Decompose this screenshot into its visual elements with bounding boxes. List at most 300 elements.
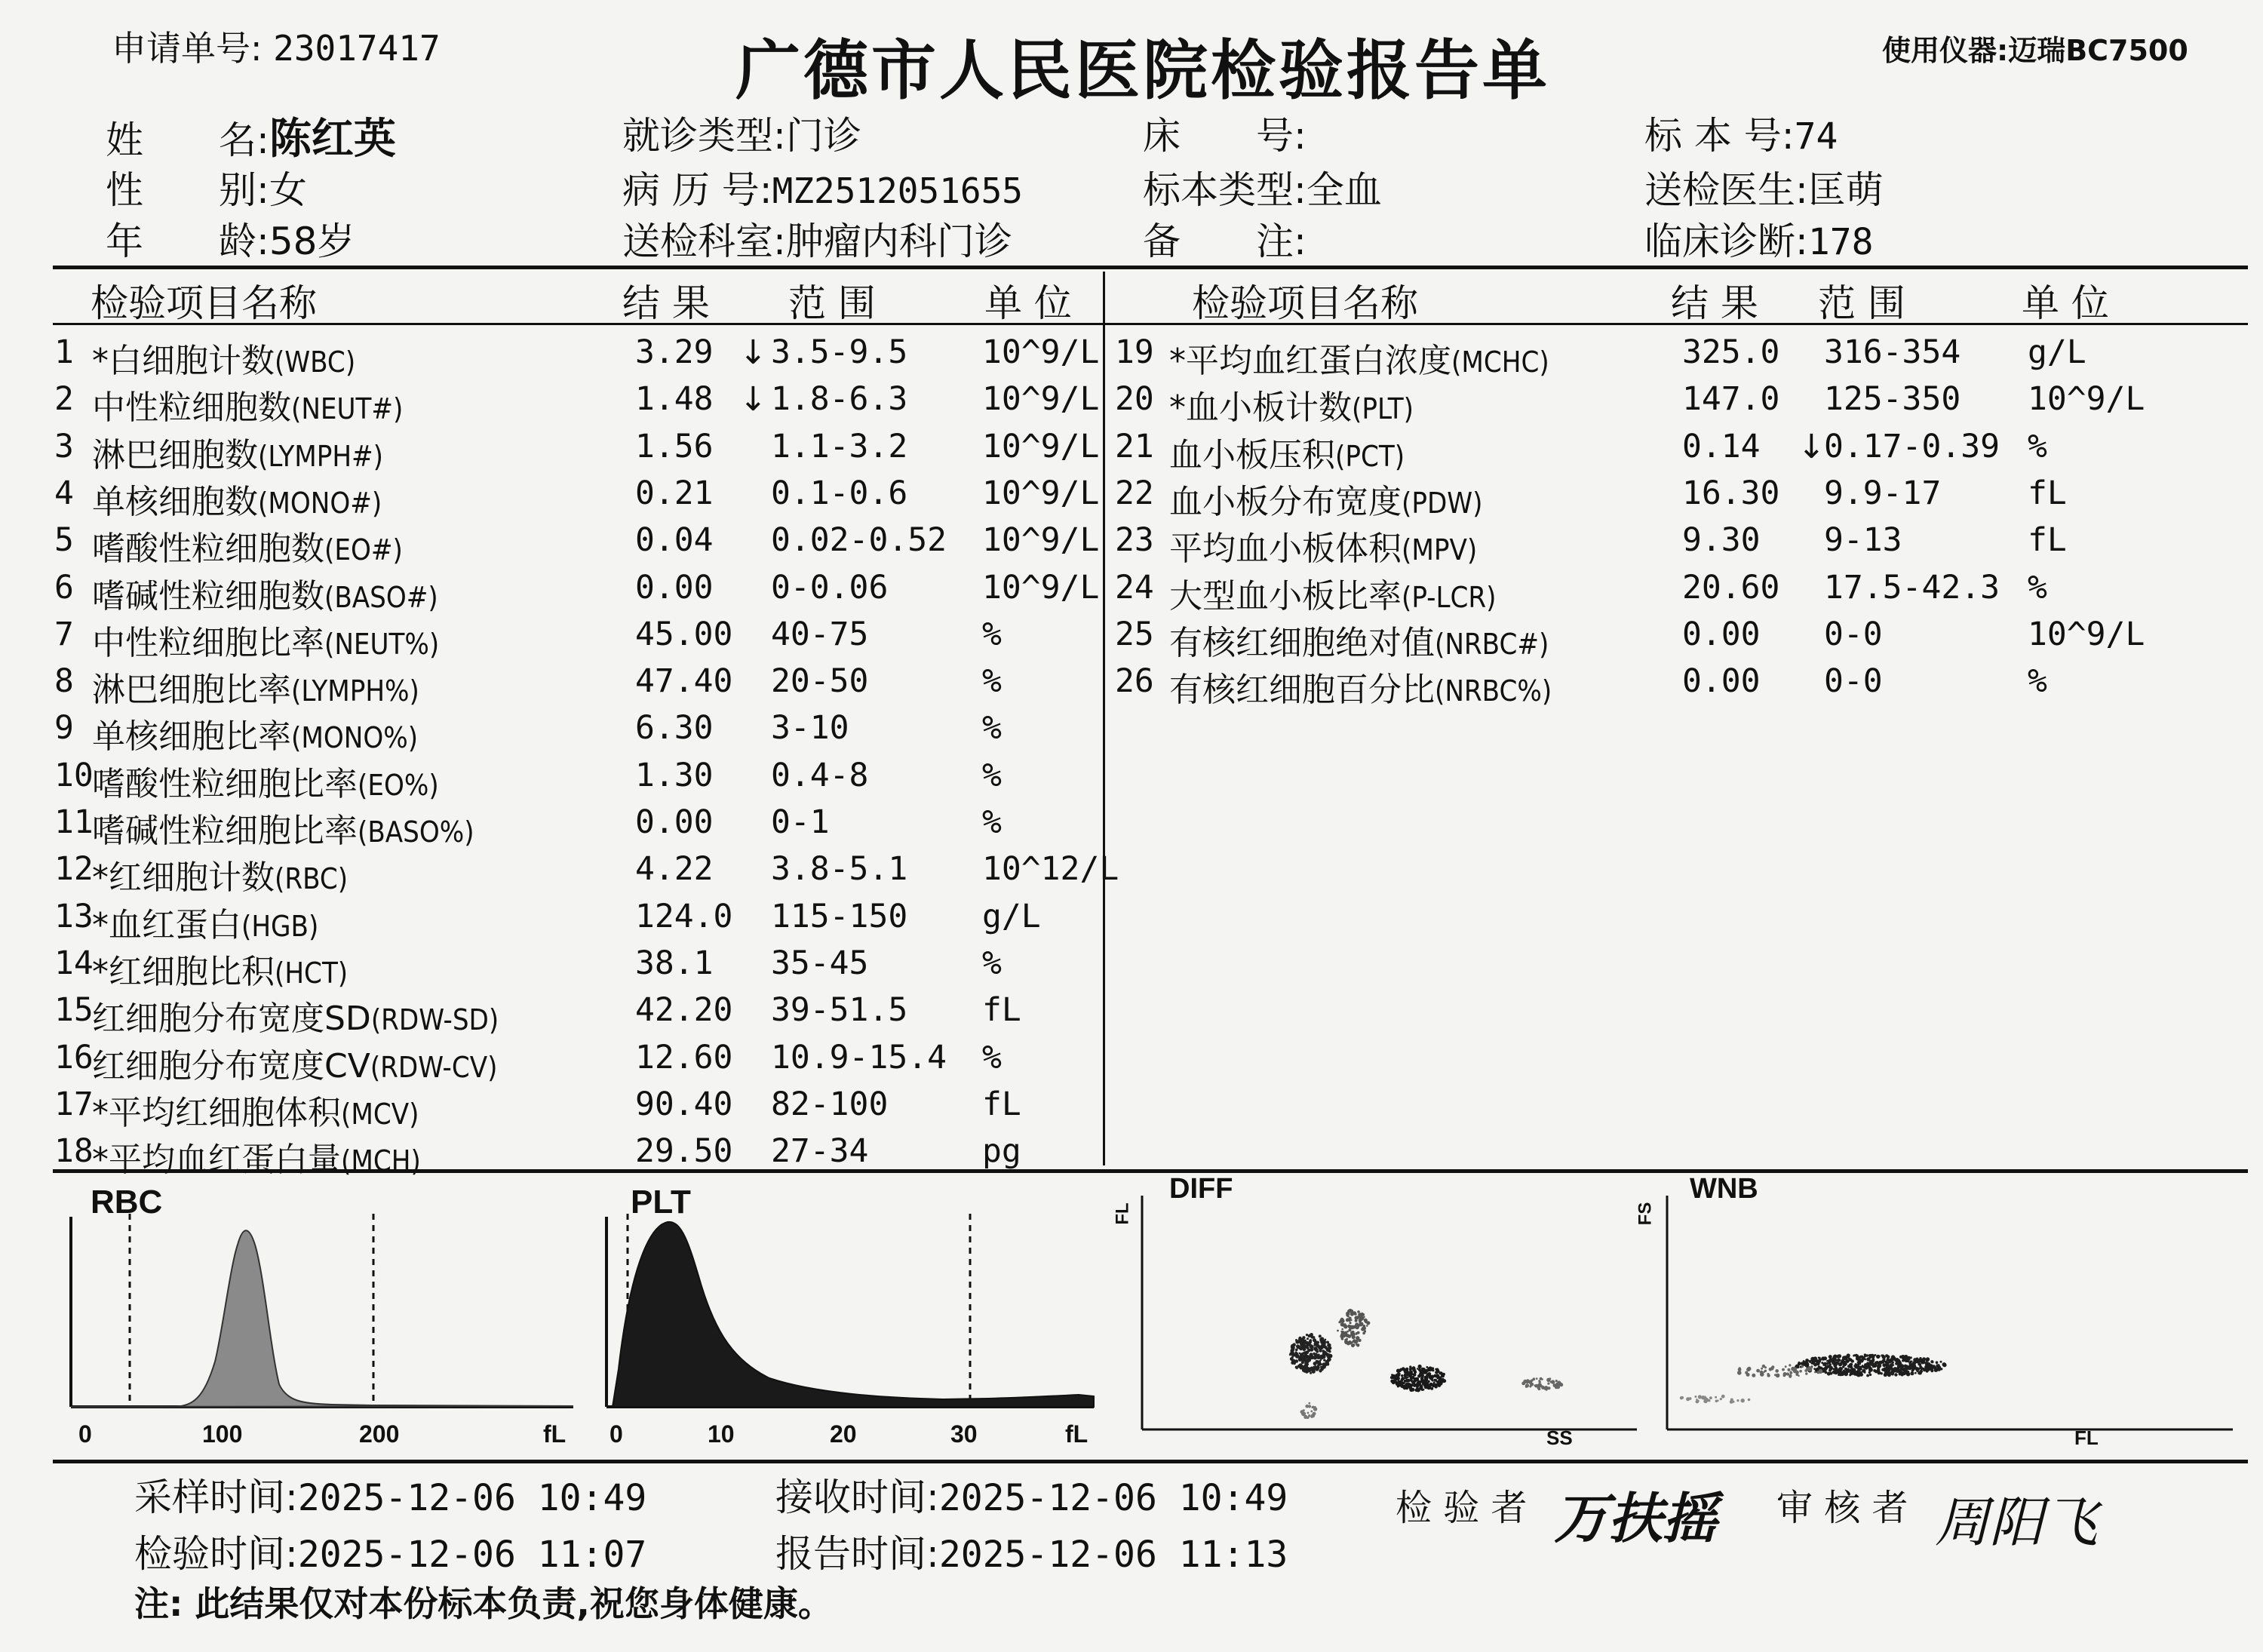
scatter-point <box>1782 1368 1785 1371</box>
result-item-name <box>92 333 355 382</box>
result-item-name <box>92 428 383 476</box>
scatter-point <box>1709 1396 1712 1399</box>
result-unit: % <box>982 662 1002 701</box>
scatter-point <box>1328 1354 1332 1358</box>
scatter-point <box>1303 1337 1305 1339</box>
scatter-point <box>1838 1368 1842 1371</box>
scatter-point <box>1409 1365 1411 1368</box>
rbc-chart-title: RBC <box>91 1184 163 1221</box>
scatter-point <box>1810 1366 1813 1368</box>
scatter-point <box>1366 1321 1370 1325</box>
scatter-point <box>1362 1325 1365 1328</box>
result-item-code: (BASO#) <box>324 580 438 614</box>
scatter-point <box>1348 1328 1351 1331</box>
scatter-point <box>1868 1371 1871 1374</box>
scatter-point <box>1838 1354 1841 1358</box>
scatter-point <box>1798 1362 1800 1363</box>
result-item-label: 有核红细胞绝对值 <box>1169 623 1435 662</box>
result-value: 20.60 <box>1682 568 1780 606</box>
remark-label: 备 注: <box>1143 220 1307 263</box>
scatter-point <box>1862 1356 1865 1360</box>
scatter-point <box>1866 1363 1868 1365</box>
result-item-name <box>1169 521 1477 570</box>
scatter-point <box>1310 1415 1313 1418</box>
result-item-code: (MONO#) <box>258 486 382 520</box>
scatter-point <box>1295 1349 1298 1352</box>
result-index: 24 <box>1115 568 1154 606</box>
result-item-label: 血小板压积 <box>1169 435 1335 474</box>
disclaimer-note: 注: 此结果仅对本份标本负责,祝您身体健康。 <box>134 1583 833 1624</box>
scatter-point <box>1903 1373 1906 1376</box>
scatter-point <box>1844 1362 1847 1365</box>
scatter-point <box>1353 1311 1356 1315</box>
result-value: 1.30 <box>635 756 714 794</box>
scatter-point <box>1761 1368 1763 1370</box>
scatter-point <box>1413 1368 1415 1370</box>
result-value: 0.14 <box>1682 427 1761 465</box>
scatter-point <box>1894 1373 1897 1376</box>
result-item-name <box>92 1039 497 1087</box>
col-range-right: 范 围 <box>1818 281 1905 325</box>
result-item-label: 红细胞分布宽度SD <box>92 999 371 1039</box>
scatter-point <box>1407 1379 1411 1383</box>
scatter-point <box>1818 1365 1820 1368</box>
result-unit: 10^9/L <box>982 521 1100 560</box>
scatter-point <box>1390 1376 1393 1379</box>
scatter-point <box>1813 1363 1817 1367</box>
result-unit: % <box>982 615 1002 653</box>
result-unit: fL <box>2028 521 2067 560</box>
reference-range: 0.4-8 <box>771 756 869 794</box>
scatter-point <box>1349 1322 1351 1324</box>
result-item-label: 有核红细胞百分比 <box>1169 671 1435 710</box>
scatter-point <box>1855 1354 1857 1356</box>
scatter-point <box>1885 1360 1888 1363</box>
scatter-point <box>1420 1370 1423 1374</box>
scatter-point <box>1890 1371 1894 1374</box>
result-item-name <box>1169 428 1405 476</box>
reference-range: 115-150 <box>771 897 908 935</box>
result-item-code: (MONO%) <box>291 721 419 755</box>
result-index: 23 <box>1115 521 1154 560</box>
scatter-point <box>1344 1323 1346 1325</box>
result-item-name <box>92 616 439 664</box>
scatter-point <box>1533 1377 1536 1380</box>
scatter-point <box>1546 1378 1550 1382</box>
scatter-point <box>1869 1374 1872 1376</box>
scatter-point <box>1852 1368 1856 1372</box>
scatter-point <box>1812 1359 1814 1362</box>
scatter-point <box>1843 1371 1844 1373</box>
scatter-point <box>1363 1316 1365 1319</box>
result-item-label: 中性粒细胞数 <box>92 388 291 428</box>
scatter-point <box>1910 1371 1914 1375</box>
patient-sex <box>106 160 307 214</box>
result-item-label: *血小板计数 <box>1169 388 1352 428</box>
reference-range: 125-350 <box>1824 380 1961 419</box>
patient-name <box>106 106 396 166</box>
result-item-name <box>92 898 318 946</box>
charts-bottom-divider <box>53 1460 2248 1463</box>
result-flag: ↓ <box>739 380 767 419</box>
scatter-point <box>1350 1334 1353 1337</box>
scatter-point <box>1942 1362 1947 1367</box>
scatter-point <box>1908 1362 1911 1365</box>
scatter-point <box>1886 1355 1889 1358</box>
scatter-point <box>1694 1396 1696 1398</box>
report-time-label: 报告时间: <box>775 1532 939 1576</box>
scatter-point <box>1922 1357 1926 1361</box>
scatter-point <box>1305 1405 1309 1408</box>
result-item-code: (NEUT%) <box>324 627 440 661</box>
result-item-name <box>1169 616 1549 664</box>
result-value: 0.21 <box>635 474 714 512</box>
result-unit: % <box>982 1038 1002 1076</box>
result-item-code: (NRBC#) <box>1435 627 1549 661</box>
diff-y-axis-label: FL <box>1112 1202 1133 1225</box>
scatter-point <box>1319 1339 1322 1342</box>
department <box>622 211 1012 266</box>
scatter-point <box>1748 1399 1751 1402</box>
visit-type <box>622 106 861 160</box>
scatter-point <box>1419 1383 1420 1384</box>
sample-type-label: 标本类型: <box>1143 168 1307 212</box>
scatter-point <box>1844 1357 1848 1361</box>
scatter-point <box>1891 1358 1894 1361</box>
reviewer-label: 审 核 者 <box>1776 1487 1908 1529</box>
scatter-point <box>1539 1381 1541 1383</box>
plt-distribution-curve <box>613 1222 1094 1407</box>
scatter-point <box>1361 1313 1363 1315</box>
scatter-point <box>1317 1365 1319 1367</box>
result-index: 13 <box>54 897 94 935</box>
scatter-point <box>1398 1372 1401 1375</box>
scatter-point <box>1790 1371 1792 1373</box>
scatter-point <box>1897 1359 1900 1362</box>
result-item-label: 嗜酸性粒细胞比率 <box>92 764 358 803</box>
result-item-code: (BASO%) <box>358 815 474 849</box>
result-index: 14 <box>54 944 94 982</box>
scatter-point <box>1821 1356 1825 1360</box>
rbc-distribution-curve <box>71 1230 573 1407</box>
scatter-point <box>1842 1365 1844 1368</box>
scatter-point <box>1348 1325 1350 1327</box>
scatter-point <box>1311 1369 1313 1371</box>
scatter-point <box>1303 1409 1305 1411</box>
scatter-point <box>1410 1386 1413 1389</box>
test-time-label: 检验时间: <box>134 1532 298 1576</box>
scatter-point <box>1882 1356 1886 1359</box>
scatter-point <box>1689 1397 1692 1400</box>
scatter-point <box>1832 1368 1835 1370</box>
remark <box>1143 211 1307 266</box>
result-value: 124.0 <box>635 897 733 935</box>
scatter-point <box>1442 1373 1445 1376</box>
scatter-point <box>1901 1364 1904 1367</box>
diff-scatter-clusters <box>1289 1309 1563 1419</box>
wnb-scatter-svg <box>1629 1173 2248 1452</box>
scatter-point <box>1308 1334 1311 1337</box>
scatter-point <box>1352 1326 1354 1328</box>
scatter-point <box>1346 1334 1350 1337</box>
scatter-point <box>1301 1361 1304 1364</box>
result-index: 20 <box>1115 380 1154 419</box>
scatter-point <box>1841 1360 1844 1363</box>
result-item-code: (RDW-CV) <box>370 1050 498 1084</box>
scatter-point <box>1436 1380 1439 1383</box>
result-value: 147.0 <box>1682 380 1780 419</box>
scatter-point <box>1320 1346 1323 1350</box>
result-unit: % <box>2028 427 2047 465</box>
scatter-point <box>1325 1346 1328 1350</box>
collect-time-label: 采样时间: <box>134 1475 298 1519</box>
scatter-point <box>1801 1362 1804 1365</box>
result-value: 1.48 <box>635 380 714 419</box>
scatter-point <box>1340 1319 1343 1322</box>
result-index: 15 <box>54 991 94 1030</box>
scatter-point <box>1914 1372 1917 1374</box>
scatter-point <box>1937 1368 1939 1371</box>
reference-range: 9-13 <box>1824 521 1902 560</box>
result-item-label: *平均血红蛋白量 <box>92 1141 341 1180</box>
scatter-point <box>1933 1365 1936 1368</box>
reference-range: 316-354 <box>1824 333 1961 371</box>
rbc-tick-200: 200 <box>359 1420 400 1448</box>
rbc-axis-unit: fL <box>543 1420 567 1448</box>
scatter-point <box>1825 1371 1828 1374</box>
application-number-value: 23017417 <box>273 28 441 69</box>
scatter-point <box>1905 1359 1908 1362</box>
scatter-point <box>1432 1376 1434 1378</box>
scatter-point <box>1887 1365 1890 1368</box>
result-unit: 10^9/L <box>982 568 1100 606</box>
scatter-point <box>1856 1365 1858 1367</box>
reference-range: 3.5-9.5 <box>771 333 908 371</box>
col-item-left: 检验项目名称 <box>91 281 317 325</box>
reference-range: 0-0 <box>1824 615 1883 653</box>
result-item-code: (MCV) <box>341 1097 419 1131</box>
result-value: 3.29 <box>635 333 714 371</box>
scatter-point <box>1783 1374 1786 1377</box>
result-index: 7 <box>54 615 74 653</box>
plt-chart-title: PLT <box>631 1184 691 1221</box>
collect-time <box>134 1467 646 1521</box>
result-index: 11 <box>54 803 94 841</box>
scatter-point <box>1420 1384 1423 1388</box>
result-item-label: 单核细胞数 <box>92 482 258 521</box>
result-item-code: (HCT) <box>275 956 349 990</box>
result-unit: 10^9/L <box>982 427 1100 465</box>
scatter-point <box>1681 1396 1684 1399</box>
scatter-point <box>1409 1368 1412 1371</box>
result-item-label: 嗜酸性粒细胞数 <box>92 530 324 569</box>
result-index: 16 <box>54 1038 94 1076</box>
result-value: 6.30 <box>635 709 714 748</box>
scatter-point <box>1431 1379 1433 1381</box>
scatter-point <box>1399 1369 1402 1372</box>
header-divider <box>53 266 2248 269</box>
scatter-point <box>1357 1331 1360 1334</box>
instrument-value: 迈瑞BC7500 <box>2008 34 2188 67</box>
scatter-point <box>1528 1380 1532 1383</box>
scatter-point <box>1316 1344 1320 1348</box>
collect-time-value: 2025-12-06 10:49 <box>297 1477 647 1519</box>
result-value: 0.04 <box>635 521 714 560</box>
scatter-point <box>1807 1368 1810 1371</box>
scatter-point <box>1912 1369 1914 1371</box>
scatter-point <box>1799 1370 1802 1373</box>
scatter-point <box>1310 1372 1312 1374</box>
scatter-point <box>1428 1380 1430 1383</box>
result-item-name <box>92 944 348 993</box>
scatter-point <box>1893 1364 1895 1366</box>
rbc-tick-0: 0 <box>78 1420 92 1448</box>
scatter-point <box>1860 1371 1862 1374</box>
scatter-point <box>1720 1398 1722 1400</box>
reference-range: 0.17-0.39 <box>1824 427 2000 465</box>
result-item-name <box>1169 474 1482 523</box>
scatter-point <box>1774 1374 1776 1376</box>
scatter-point <box>1793 1367 1796 1370</box>
result-item-name <box>92 757 439 805</box>
col-unit-right: 单 位 <box>2022 281 2109 325</box>
scatter-point <box>1771 1365 1774 1368</box>
reviewer-signature: 周阳飞 <box>1935 1491 2099 1554</box>
scatter-point <box>1366 1325 1368 1327</box>
scatter-point <box>1830 1359 1833 1362</box>
scatter-point <box>1819 1357 1821 1359</box>
scatter-point <box>1319 1350 1322 1353</box>
referring-doctor-value: 匡萌 <box>1807 168 1884 212</box>
scatter-point <box>1775 1369 1779 1373</box>
scatter-point <box>1940 1361 1942 1363</box>
result-index: 18 <box>54 1132 94 1171</box>
wnb-y-axis-label: FS <box>1635 1202 1656 1226</box>
scatter-point <box>1921 1368 1923 1370</box>
result-item-name <box>92 662 419 711</box>
result-unit: fL <box>982 1085 1021 1123</box>
reference-range: 3.8-5.1 <box>771 850 908 889</box>
record-number-value: MZ2512051655 <box>772 170 1023 211</box>
result-item-name <box>1169 569 1496 617</box>
scatter-point <box>1547 1383 1549 1385</box>
scatter-point <box>1832 1361 1835 1365</box>
scatter-point <box>1411 1377 1414 1380</box>
result-index: 8 <box>54 662 74 701</box>
reference-range: 0.02-0.52 <box>771 521 947 560</box>
scatter-point <box>1908 1358 1911 1361</box>
result-value: 38.1 <box>635 944 714 982</box>
scatter-point <box>1327 1343 1331 1347</box>
scatter-point <box>1536 1377 1538 1380</box>
scatter-point <box>1787 1368 1790 1371</box>
scatter-point <box>1322 1356 1325 1359</box>
result-item-label: *红细胞计数 <box>92 858 275 898</box>
scatter-point <box>1359 1315 1362 1318</box>
result-item-name <box>92 991 499 1039</box>
receive-time-label: 接收时间: <box>775 1475 939 1519</box>
result-item-name <box>1169 662 1552 711</box>
application-number <box>112 21 441 71</box>
result-value: 29.50 <box>635 1132 733 1171</box>
record-number-label: 病 历 号: <box>622 168 772 212</box>
scatter-point <box>1871 1362 1875 1366</box>
reference-range: 39-51.5 <box>771 991 908 1030</box>
reference-range: 0-1 <box>771 803 830 841</box>
scatter-point <box>1346 1312 1350 1316</box>
scatter-point <box>1835 1370 1838 1372</box>
result-item-name <box>92 474 382 523</box>
scatter-point <box>1881 1368 1884 1371</box>
record-number <box>622 160 1023 214</box>
scatter-point <box>1884 1371 1888 1375</box>
result-item-label: 平均血小板体积 <box>1169 530 1402 569</box>
result-item-label: 嗜碱性粒细胞数 <box>92 576 324 616</box>
scatter-point <box>1349 1317 1352 1320</box>
result-item-name <box>92 569 438 617</box>
scatter-point <box>1403 1387 1406 1390</box>
scatter-point <box>1926 1359 1929 1362</box>
scatter-point <box>1310 1411 1313 1413</box>
patient-age-value: 58岁 <box>269 220 355 263</box>
result-item-code: (PCT) <box>1335 439 1405 473</box>
receive-time <box>775 1467 1288 1521</box>
scatter-point <box>1305 1350 1309 1354</box>
scatter-point <box>1322 1365 1325 1368</box>
result-item-label: 嗜碱性粒细胞比率 <box>92 812 358 850</box>
result-item-name <box>92 1132 421 1181</box>
scatter-point <box>1846 1368 1850 1372</box>
scatter-point <box>1760 1371 1764 1374</box>
reference-range: 0-0.06 <box>771 568 889 606</box>
scatter-point <box>1762 1365 1765 1368</box>
scatter-point <box>1936 1361 1939 1364</box>
bed-number-label: 床 号: <box>1143 114 1307 158</box>
patient-age <box>106 211 355 266</box>
scatter-point <box>1891 1361 1893 1363</box>
scatter-point <box>1756 1369 1760 1373</box>
scatter-point <box>1876 1355 1880 1359</box>
scatter-point <box>1313 1406 1315 1408</box>
scatter-point <box>1698 1395 1702 1399</box>
scatter-point <box>1737 1371 1742 1375</box>
scatter-point <box>1904 1365 1907 1368</box>
scatter-point <box>1391 1374 1393 1376</box>
result-item-name <box>92 1085 419 1134</box>
scatter-point <box>1290 1357 1294 1361</box>
scatter-point <box>1308 1414 1311 1417</box>
scatter-point <box>1862 1369 1866 1373</box>
scatter-point <box>1918 1371 1921 1374</box>
wnb-x-axis-label: FL <box>2074 1426 2099 1449</box>
patient-age-label: 年 龄: <box>106 220 269 263</box>
rbc-histogram-svg <box>60 1181 588 1452</box>
patient-sex-value: 女 <box>269 168 307 212</box>
scatter-point <box>1819 1359 1821 1361</box>
result-unit: % <box>2028 568 2047 606</box>
scatter-point <box>1888 1361 1890 1363</box>
result-value: 0.00 <box>1682 662 1761 701</box>
scatter-point <box>1884 1364 1886 1366</box>
scatter-point <box>1307 1337 1309 1340</box>
scatter-point <box>1801 1365 1804 1368</box>
scatter-point <box>1313 1338 1316 1342</box>
scatter-point <box>1705 1398 1709 1402</box>
scatter-point <box>1869 1368 1873 1371</box>
scatter-point <box>1427 1384 1431 1388</box>
scatter-point <box>1416 1388 1420 1393</box>
scatter-point <box>1319 1360 1321 1362</box>
